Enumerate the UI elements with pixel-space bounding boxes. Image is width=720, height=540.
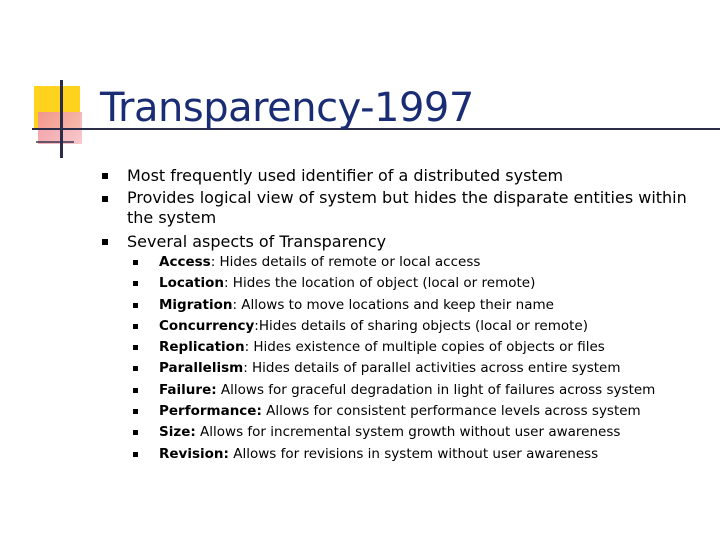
square-bullet-icon	[133, 452, 138, 457]
aspect-term: Location	[159, 275, 224, 292]
aspect-desc: : Hides details of remote or local access	[210, 254, 481, 270]
square-bullet-icon	[133, 260, 138, 265]
square-bullet-icon	[133, 324, 138, 329]
aspect-item	[133, 295, 703, 316]
slide-title: Transparency-1997	[100, 85, 474, 131]
aspect-item	[133, 401, 703, 422]
square-bullet-icon	[133, 409, 138, 414]
aspect-item	[133, 444, 703, 465]
aspect-term: Replication	[159, 339, 245, 356]
logo-vertical-rule	[60, 80, 63, 158]
square-bullet-icon	[102, 239, 108, 245]
bullet-item	[102, 164, 702, 187]
aspect-desc: :Hides details of sharing objects (local or remote)	[254, 317, 588, 334]
transparency-aspects-list	[133, 252, 703, 465]
aspect-item	[133, 337, 703, 358]
square-bullet-icon	[102, 173, 108, 179]
logo-short-rule	[36, 141, 74, 143]
aspect-item	[133, 358, 703, 379]
aspect-item	[133, 273, 703, 294]
aspect-desc: Allows for incremental system growth without user awareness	[195, 424, 621, 441]
aspect-term: Migration	[159, 296, 233, 313]
aspect-desc: : Hides existence of multiple copies of objects or files	[244, 339, 605, 356]
square-bullet-icon	[102, 196, 108, 202]
bullet-text: Provides logical view of system but hides the disparate entities within the system	[127, 188, 687, 227]
aspect-desc: Allows for revisions in system without user awareness	[228, 445, 599, 462]
aspect-desc: : Hides details of parallel activities across entire system	[243, 360, 621, 377]
aspect-term: Failure:	[159, 381, 217, 398]
aspect-desc: : Hides the location of object (local or remote)	[223, 275, 536, 292]
aspect-desc: : Allows to move locations and keep their name	[232, 296, 554, 313]
aspect-item	[133, 316, 703, 337]
bullet-item	[102, 230, 702, 253]
square-bullet-icon	[133, 388, 138, 393]
square-bullet-icon	[133, 303, 138, 308]
square-bullet-icon	[133, 345, 138, 350]
aspect-item	[133, 422, 703, 443]
aspect-term: Revision:	[159, 445, 229, 462]
square-bullet-icon	[133, 281, 138, 286]
aspect-item	[133, 380, 703, 401]
aspect-term: Performance:	[159, 403, 262, 420]
aspect-term: Access	[159, 254, 211, 270]
aspect-item	[133, 252, 703, 273]
bullet-item	[102, 187, 702, 230]
square-bullet-icon	[133, 430, 138, 435]
bullet-text: Most frequently used identifier of a distributed system	[127, 166, 564, 185]
aspect-term: Size:	[159, 424, 196, 441]
bullet-text: Several aspects of Transparency	[127, 232, 387, 251]
main-bullet-list	[102, 164, 702, 253]
square-bullet-icon	[133, 366, 138, 371]
aspect-term: Parallelism	[159, 360, 244, 377]
aspect-term: Concurrency	[159, 317, 255, 334]
aspect-desc: Allows for graceful degradation in light of failures across system	[216, 381, 656, 398]
aspect-desc: Allows for consistent performance levels across system	[261, 403, 641, 420]
